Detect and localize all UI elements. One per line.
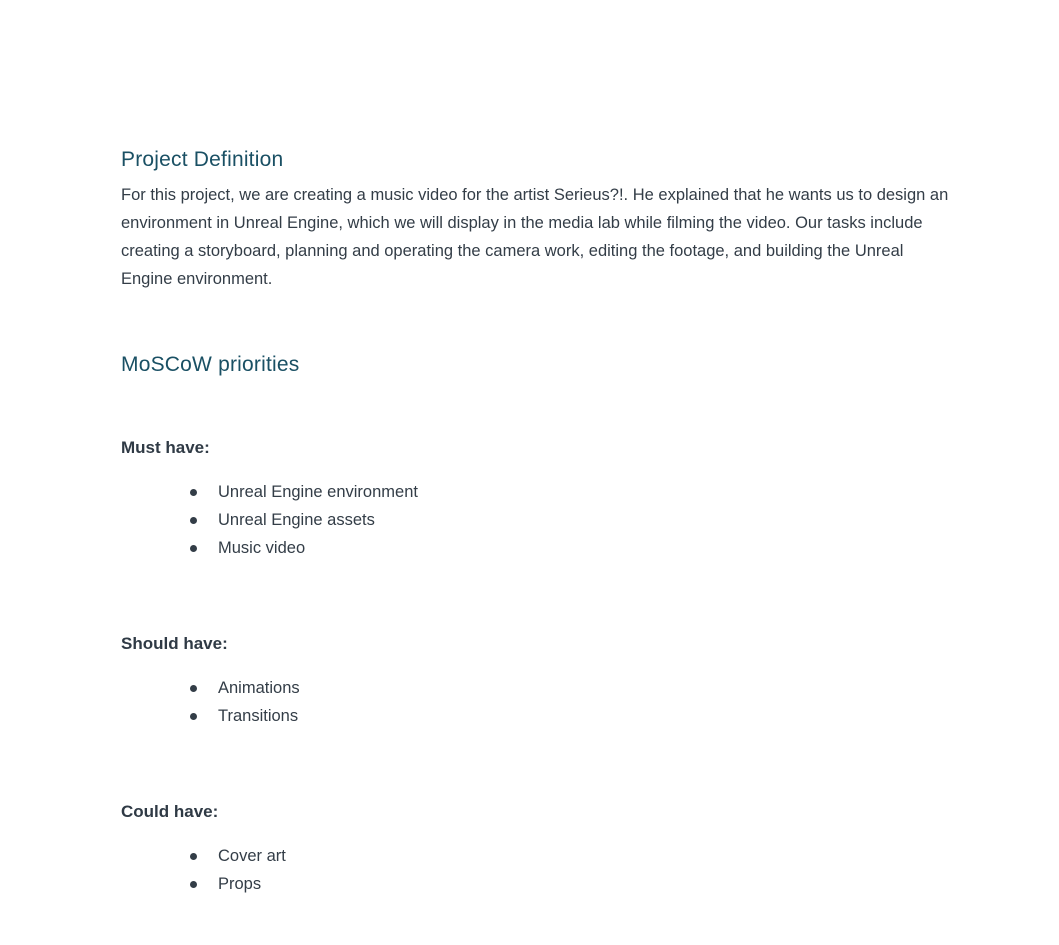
group-label-could-have: Could have:: [121, 802, 219, 821]
group-label-should-have: Should have:: [121, 634, 228, 653]
section-heading-moscow-priorities: MoSCoW priorities: [121, 353, 300, 376]
list-item: Music video: [218, 534, 951, 562]
could-have-list: [121, 842, 951, 898]
list-item: Animations: [218, 674, 951, 702]
list-item: Unreal Engine environment: [218, 478, 951, 506]
list-item: Transitions: [218, 702, 951, 730]
section-heading-project-definition: Project Definition: [121, 148, 284, 171]
group-label-must-have: Must have:: [121, 438, 210, 457]
should-have-list: [121, 674, 951, 730]
list-item: Unreal Engine assets: [218, 506, 951, 534]
list-item: Cover art: [218, 842, 951, 870]
must-have-list: [121, 478, 951, 562]
list-item: Props: [218, 870, 951, 898]
project-definition-paragraph: For this project, we are creating a music video for the artist Serieus?!. He explained that he wants us to design an environment in Unreal Engine, which we will display in the media lab while filming the video. Our tasks include creating a storyboard, planning and operating the camera work, editing the footage, and building the Unreal Engine environment.: [121, 186, 949, 288]
